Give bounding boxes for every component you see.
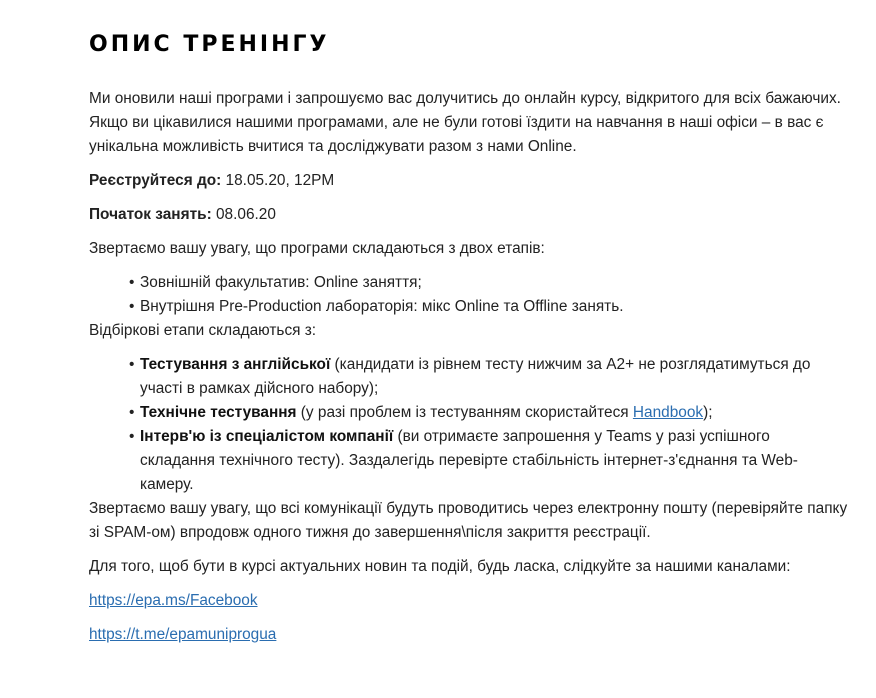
selection-intro: Відбіркові етапи складаються з: <box>89 322 317 339</box>
list-item <box>129 353 829 401</box>
item-title: Інтерв'ю із спеціалістом компанії <box>140 428 394 445</box>
communications-paragraph: Звертаємо вашу увагу, що всі комунікації будуть проводитись через електронну пошту (перевіряйте папку зі SPAM-ом) впродовж одного тижня до завершення\після закриття реєстрації. <box>89 500 848 541</box>
handbook-link[interactable]: Handbook <box>632 404 704 421</box>
start-label: Початок занять: <box>89 206 212 223</box>
intro-paragraph: Ми оновили наші програми і запрошуємо вас долучитись до онлайн курсу, відкритого для всіх бажаючих. Якщо ви цікавилися нашими програмами, але не були готові їздити на навчання в наші офіси – в вас є унікальна можливість вчитися та досліджувати разом з нами Online. <box>89 90 841 155</box>
item-title: Технічне тестування <box>140 404 297 421</box>
list-item: • Зовнішній факультатив: Online заняття; <box>129 271 849 295</box>
item-text: (кандидати із рівнем тесту нижчим за A2+ не розглядатимуться до участі в рамках дійсного набору); <box>140 356 811 397</box>
registration-value: 18.05.20, 12PM <box>225 172 335 189</box>
page-title: ОПИС ТРЕНІНГУ <box>89 32 330 57</box>
selection-list <box>129 353 829 497</box>
stages-intro: Звертаємо вашу увагу, що програми складаються з двох етапів: <box>89 240 545 257</box>
item-text: (у разі проблем із тестуванням скористайтеся <box>296 404 633 421</box>
list-item: • Внутрішня Pre-Production лабораторія: мікс Online та Offline занять. <box>129 295 849 319</box>
channel-links <box>89 589 849 647</box>
start-date <box>89 203 849 227</box>
registration-deadline <box>89 169 849 193</box>
telegram-link[interactable]: https://t.me/epamuniprogua <box>89 626 277 643</box>
stages-list <box>129 271 849 319</box>
list-item <box>129 425 829 497</box>
follow-paragraph: Для того, щоб бути в курсі актуальних новин та подій, будь ласка, слідкуйте за нашими каналами: <box>89 558 791 575</box>
item-text: ); <box>703 404 713 421</box>
item-text: (ви отримаєте запрошення у Teams у разі успішного складання технічного тесту). Заздалегідь перевірте стабільність інтернет-з'єднання та Web-камеру. <box>140 428 798 493</box>
start-value: 08.06.20 <box>215 206 276 223</box>
item-title: Тестування з англійської <box>140 356 331 373</box>
registration-label: Реєструйтеся до: <box>89 172 222 189</box>
facebook-link[interactable]: https://epa.ms/Facebook <box>89 592 258 609</box>
list-item <box>129 401 829 425</box>
